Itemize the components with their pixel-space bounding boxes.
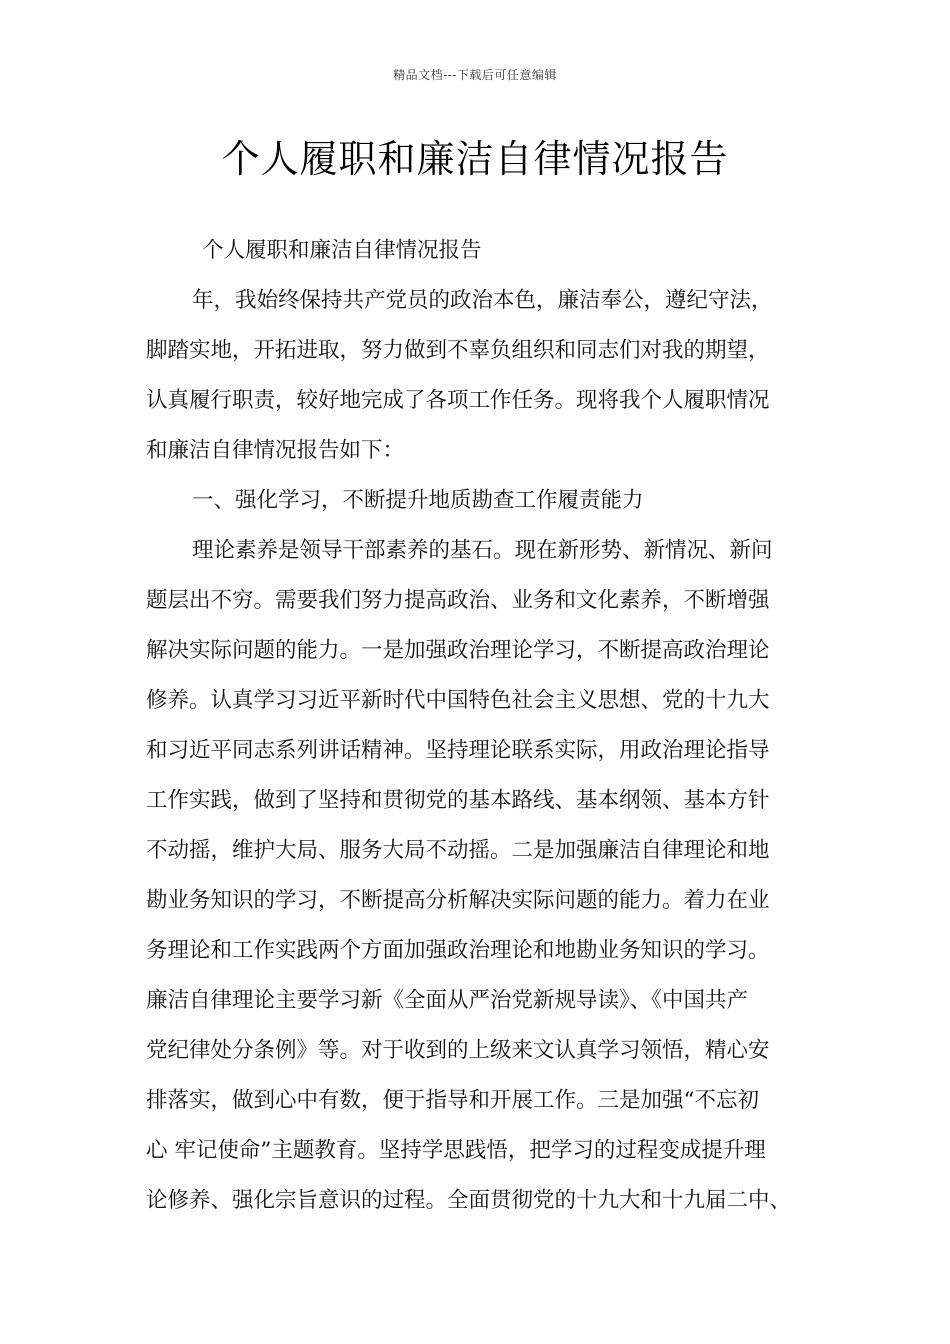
body-line: 题层出不穷。需要我们努力提高政治、业务和文化素养，不断增强 [146,588,770,613]
document-title: 个人履职和廉洁自律情况报告 [221,137,729,181]
body-line: 党纪律处分条例》等。对于收到的上级来文认真学习领悟，精心安 [146,1038,770,1063]
body-line: 个人履职和廉洁自律情况报告 [202,238,482,263]
body-line: 修养。认真学习习近平新时代中国特色社会主义思想、党的十九大 [146,688,770,713]
header-note: 精品文档---下载后可任意编辑 [393,68,557,82]
body-line: 论修养、强化宗旨意识的过程。全面贯彻党的十九大和十九届二中、 [146,1188,792,1213]
body-line: 务理论和工作实践两个方面加强政治理论和地勘业务知识的学习。 [146,938,770,963]
body-line: 心 牢记使命”主题教育。坚持学思践悟，把学习的过程变成提升理 [146,1138,766,1163]
body-line: 不动摇，维护大局、服务大局不动摇。二是加强廉洁自律理论和地 [146,838,770,863]
body-line: 年，我始终保持共产党员的政治本色，廉洁奉公，遵纪守法， [192,288,773,313]
body-line: 勘业务知识的学习，不断提高分析解决实际问题的能力。着力在业 [146,888,770,913]
body-line: 解决实际问题的能力。一是加强政治理论学习，不断提高政治理论 [146,638,770,663]
body-line: 排落实，做到心中有数，便于指导和开展工作。三是加强“不忘初 [146,1088,759,1113]
body-line: 廉洁自律理论主要学习新《全面从严治党新规导读》、《中国共产 [146,988,749,1013]
body-line: 理论素养是领导干部素养的基石。现在新形势、新情况、新问 [192,538,773,563]
body-line: 和廉洁自律情况报告如下： [146,438,405,463]
body-line: 工作实践，做到了坚持和贯彻党的基本路线、基本纲领、基本方针 [146,788,770,813]
body-line: 认真履行职责，较好地完成了各项工作任务。现将我个人履职情况 [146,388,770,413]
document-body [146,230,818,1230]
body-line: 脚踏实地，开拓进取，努力做到不辜负组织和同志们对我的期望， [146,338,770,363]
body-line: 和习近平同志系列讲话精神。坚持理论联系实际，用政治理论指导 [146,738,770,763]
section-heading: 一、强化学习，不断提升地质勘查工作履责能力 [192,488,644,513]
